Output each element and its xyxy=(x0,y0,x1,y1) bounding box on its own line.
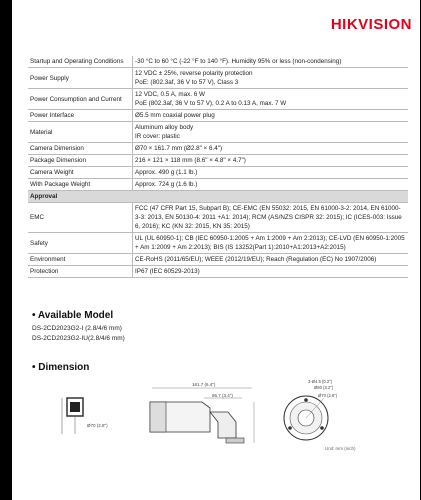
unit-note: Unit: mm (inch) xyxy=(325,446,356,451)
spec-row xyxy=(28,233,408,254)
spec-key: Protection xyxy=(28,266,133,278)
spec-value xyxy=(133,122,409,143)
spec-value xyxy=(133,203,409,233)
spec-key: Camera Dimension xyxy=(28,143,133,155)
spec-value xyxy=(133,143,409,155)
spec-value xyxy=(133,110,409,122)
spec-value-line: CE-RoHS (2011/65/EU); WEEE (2012/19/EU); Reach (Regulation (EC) No 1907/2006) xyxy=(135,256,377,263)
spec-value-line: Ø70 × 161.7 mm (Ø2.8" × 6.4") xyxy=(135,145,223,152)
diameter-label: Ø70 (2.8") xyxy=(87,423,108,428)
spec-value xyxy=(133,266,409,278)
spec-row xyxy=(28,56,408,68)
spec-value-line: IP67 (IEC 60529-2013) xyxy=(135,268,200,275)
spec-value xyxy=(133,167,409,179)
spec-value xyxy=(133,233,409,254)
spec-row xyxy=(28,122,408,143)
spec-row xyxy=(28,167,408,179)
mount-inner-label: Ø70 (2.8") xyxy=(318,393,338,398)
model-item: DS-2CD2023G2-IU(2.8/4/6 mm) xyxy=(32,335,125,342)
spec-value-line: Aluminum alloy body xyxy=(135,124,194,131)
model-item: DS-2CD2023G2-I (2.8/4/6 mm) xyxy=(32,325,122,332)
datasheet-page xyxy=(12,0,420,500)
mount-view xyxy=(284,379,338,440)
spec-row xyxy=(28,203,408,233)
spec-table xyxy=(28,56,408,278)
spec-key: Material xyxy=(28,122,133,143)
brand-logo: HIKVISION xyxy=(330,16,412,33)
mount-outer-label: Ø80 (3.2") xyxy=(314,385,334,390)
height-label: 86.7 (3.4") xyxy=(212,393,233,398)
spec-section-header xyxy=(28,191,408,203)
spec-key: Power Consumption and Current xyxy=(28,89,133,110)
spec-row xyxy=(28,155,408,167)
spec-key: Camera Weight xyxy=(28,167,133,179)
spec-key: With Package Weight xyxy=(28,179,133,191)
spec-row xyxy=(28,143,408,155)
spec-row xyxy=(28,110,408,122)
spec-value-line: Approx. 490 g (1.1 lb.) xyxy=(135,169,198,176)
spec-value-line: IR cover: plastic xyxy=(135,133,180,140)
front-view xyxy=(62,398,108,434)
spec-key: Safety xyxy=(28,233,133,254)
spec-row xyxy=(28,179,408,191)
spec-value xyxy=(133,155,409,167)
available-model-title: • Available Model xyxy=(32,310,114,321)
spec-value xyxy=(133,68,409,89)
spec-key: Environment xyxy=(28,254,133,266)
spec-key: Package Dimension xyxy=(28,155,133,167)
spec-row xyxy=(28,254,408,266)
spec-value-line: 12 VDC ± 25%, reverse polarity protection xyxy=(135,70,253,77)
spec-value-line: UL (UL 60950-1); CB (IEC 60950-1:2005 + Am 1:2009 + Am 2:2013); CE-LVD (EN 60950-1:2005 + Am 1:2009 + Am 2:2013); BIS (IS 13252(Part 1):2010+A1:2013+A2:2015) xyxy=(135,235,405,251)
spec-value xyxy=(133,56,409,68)
spec-value-line: 216 × 121 × 118 mm (8.6" × 4.8" × 4.7") xyxy=(135,157,246,164)
section-label: Approval xyxy=(28,191,408,203)
spec-value-line: -30 °C to 60 °C (-22 °F to 140 °F). Humidity 95% or less (non-condensing) xyxy=(135,58,342,65)
spec-value-line: PoE: (802.3af, 36 V to 57 V), Class 3 xyxy=(135,79,239,86)
spec-value xyxy=(133,254,409,266)
dimension-title: • Dimension xyxy=(32,362,90,373)
length-label: 161.7 (6.4") xyxy=(192,382,216,387)
spec-value-line: Ø5.5 mm coaxial power plug xyxy=(135,112,215,119)
spec-row xyxy=(28,266,408,278)
side-view xyxy=(150,382,254,443)
spec-value-line: PoE (802.3af, 36 V to 57 V), 0.2 A to 0.13 A, max. 7 W xyxy=(135,100,287,107)
spec-value-line: 12 VDC, 0.5 A, max. 6 W xyxy=(135,91,205,98)
spec-value-line: FCC (47 CFR Part 15, Subpart B); CE-EMC (EN 55032: 2015, EN 61000-3-2: 2014, EN 61000-3-3: 2013, EN 50130-4: 2011 +A1: 2014); RCM (AS/NZS CISPR 32: 2015); IC (ICES-003: Issue 6, 2016); KC (KN 32: 2015, KN 35: 2015) xyxy=(135,205,402,230)
spec-value xyxy=(133,179,409,191)
spec-row xyxy=(28,89,408,110)
spec-value-line: Approx. 724 g (1.6 lb.) xyxy=(135,181,198,188)
spec-key: EMC xyxy=(28,203,133,233)
spec-key: Startup and Operating Conditions xyxy=(28,56,133,68)
spec-key: Power Supply xyxy=(28,68,133,89)
holes-label: 3-Ø4.5 (0.2") xyxy=(308,379,333,384)
spec-value xyxy=(133,89,409,110)
spec-key: Power Interface xyxy=(28,110,133,122)
spec-row xyxy=(28,68,408,89)
